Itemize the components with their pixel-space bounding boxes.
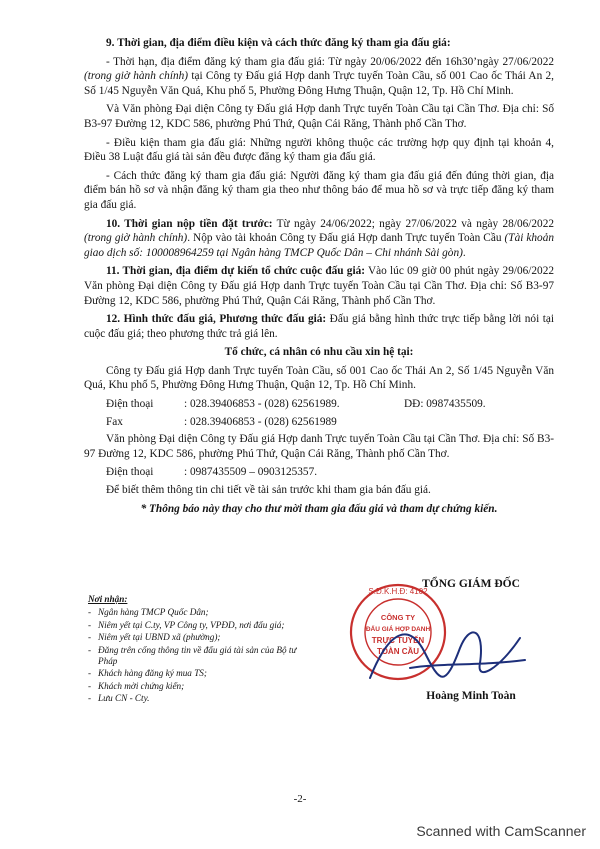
section-9-office-address: Và Văn phòng Đại diện Công ty Đấu giá Hợp danh Trực tuyến Toàn Cầu tại Cần Thơ. Địa chỉ: Số B3-97 Đường 12, KDC 586, phường Phú Thứ, Quận Cái Răng, Thành phố Cần Thơ. (84, 103, 554, 130)
recipient-item: - Ngân hàng TMCP Quốc Dân; (88, 607, 313, 618)
section-12-heading: 12. Hình thức đấu giá, Phương thức đấu giá: (106, 313, 327, 326)
section-9-registration-method: - Cách thức đăng ký tham gia đấu giá: Người đăng ký tham gia đấu giá đến đúng thời gian, địa điểm bán hồ sơ và nhận đăng ký tham gia theo như thông báo để mua hồ sơ và trực tiếp đăng ký tham gia đấu giá. (84, 169, 554, 211)
phone-value: : 028.39406853 - (028) 62561989. (184, 398, 340, 411)
seal-ring-text: S.Đ.K.H.Đ: 4102 (368, 587, 428, 596)
recipient-item: - Niêm yết tại UBND xã (phường); (88, 632, 313, 643)
seal-text-line4: TOÀN CẦU (376, 647, 420, 656)
office-phone-label: Điện thoại (106, 466, 154, 479)
section-9-registration-time: - Thời hạn, địa điểm đăng ký tham gia đấu giá: Từ ngày 20/06/2022 đến 16h30’ngày 27/06/2022 (trong giờ hành chính) tại Công ty Đấu giá Hợp danh Trực tuyến Toàn Cầu, số 001 Cao ốc Thái An 2, Số 1/45 Nguyễn Văn Quá, Khu phố 5, Phường Đông Hưng Thuận, Quận 12, Tp. Hồ Chí Minh. (84, 55, 554, 97)
section-11: 11. Thời gian, địa điểm dự kiến tổ chức cuộc đấu giá: Vào lúc 09 giờ 00 phút ngày 29/06/2022 Văn phòng Đại diện Công ty Đấu giá Hợp danh Trực tuyến Toàn Cầu tại Cần Thơ. Địa chỉ: Số B3-97 Đường 12, KDC 586, phường Phú Thứ, Quận Cái Răng, Thành phố Cần Thơ. (84, 265, 555, 307)
recipient-item: - Niêm yết tại C.ty, VP Công ty, VPĐD, nơi đấu giá; (88, 620, 313, 631)
recipient-item: - Lưu CN - Cty. (88, 693, 313, 704)
fax-label: Fax (106, 415, 123, 428)
section-9-heading: 9. Thời gian, địa điểm điều kiện và cách thức đăng ký tham gia đấu giá: (106, 37, 451, 49)
mobile-value: DĐ: 0987435509. (404, 398, 486, 411)
recipient-item: - Khách mời chứng kiến; (88, 681, 313, 692)
seal-text-line1: CÔNG TY (380, 613, 416, 622)
section-10-heading: 10. Thời gian nộp tiền đặt trước: (106, 217, 273, 230)
camscanner-watermark: Scanned with CamScanner (416, 823, 586, 839)
signature-block (340, 578, 560, 708)
office-phone-row (84, 465, 554, 480)
page-number: -2- (293, 793, 307, 805)
company-phone-row (84, 397, 554, 412)
recipient-item: - Khách hàng đăng ký mua TS; (88, 668, 313, 679)
company-address: Công ty Đấu giá Hợp danh Trực tuyến Toàn Cầu, số 001 Cao ốc Thái An 2, Số 1/45 Nguyễn Văn Quá, Khu phố 5, Phường Đông Hưng Thuận, Quận 12, Tp. Hồ Chí Minh. (84, 364, 554, 392)
office-phone-value: : 0987435509 – 0903125357. (184, 466, 318, 479)
phone-label: Điện thoại (106, 398, 154, 411)
section-11-heading: 11. Thời gian, địa điểm dự kiến tổ chức cuộc đấu giá: (106, 265, 365, 278)
signer-role: TỔNG GIÁM ĐỐC (422, 578, 520, 590)
recipients-title: Nơi nhận: (88, 594, 128, 604)
company-fax-row (84, 415, 554, 430)
office-address: Văn phòng Đại diện Công ty Đấu giá Hợp danh Trực tuyến Toàn Cầu tại Cần Thơ. Địa chỉ: Số B3-97 Đường 12, KDC 586, phường Phú Thứ, Quận Cái Răng, Thành phố Cần Thơ. (84, 433, 554, 460)
section-12: 12. Hình thức đấu giá, Phương thức đấu giá: Đấu giá bằng hình thức trực tiếp bằng lời nói tại cuộc đấu giá; theo phương thức trả giá lên. (84, 313, 554, 340)
signer-name: Hoàng Minh Toàn (426, 690, 516, 702)
fax-value: : 028.39406853 - (028) 62561989 (184, 415, 337, 428)
recipient-item: - Đăng trên cổng thông tin về đấu giá tài sản của Bộ tư Pháp (88, 645, 313, 668)
contact-heading: Tổ chức, cá nhân có nhu cầu xin hệ tại: (224, 346, 414, 359)
handwritten-signature-icon (350, 608, 540, 698)
document-body (84, 36, 554, 520)
seal-text-line2: ĐẤU GIÁ HỢP DANH (365, 626, 431, 633)
section-10: 10. Thời gian nộp tiền đặt trước: Từ ngày 24/06/2022; ngày 27/06/2022 và ngày 28/06/2022 (trong giờ hành chính). Nộp vào tài khoản Công ty Đấu giá Hợp danh Trực tuyến Toàn Cầu (Tài khoản giao dịch số: 100008964259 tại Ngân hàng TMCP Quốc Dân – Chi nhánh Sài gòn). (84, 217, 555, 259)
seal-text-line3: TRỰC TUYẾN (371, 636, 425, 645)
more-info: Để biết thêm thông tin chi tiết về tài sản trước khi tham gia bán đấu giá. (106, 484, 431, 497)
recipients-block (88, 594, 313, 706)
recipients-list (88, 607, 313, 704)
notice: * Thông báo này thay cho thư mời tham gia đấu giá và tham dự chứng kiến. (140, 502, 498, 515)
section-9-conditions: - Điều kiện tham gia đấu giá: Những người không thuộc các trường hợp quy định tại khoản 4, Điều 38 Luật đấu giá tài sản đều được đăng ký tham gia đấu giá. (84, 136, 554, 164)
